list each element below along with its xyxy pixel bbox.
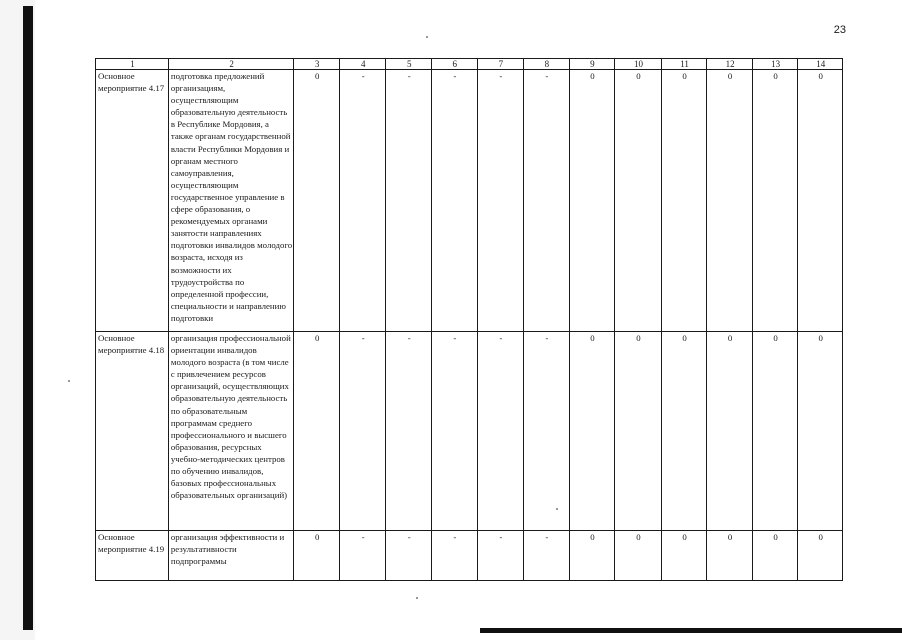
value-cell: - [477, 332, 524, 531]
value-cell: 0 [707, 531, 753, 581]
column-header: 14 [798, 59, 843, 70]
value-cell: 0 [569, 332, 615, 531]
value-cell: 0 [661, 531, 707, 581]
column-header: 6 [432, 59, 478, 70]
value-cell: 0 [707, 70, 753, 332]
value-cell: 0 [752, 332, 798, 531]
scan-speck [426, 36, 428, 38]
value-cell: - [524, 70, 570, 332]
value-cell: - [339, 531, 386, 581]
table-row [96, 332, 843, 531]
column-header-row [96, 59, 843, 70]
value-cell: 0 [752, 70, 798, 332]
value-cell: 0 [798, 332, 843, 531]
value-cell: 0 [615, 332, 662, 531]
activity-description: организация эффективности и результативности подпрограммы [168, 531, 294, 581]
activity-name: Основное мероприятие 4.19 [96, 531, 169, 581]
column-header: 8 [524, 59, 570, 70]
value-cell: - [477, 531, 524, 581]
column-header: 7 [477, 59, 524, 70]
activity-description: подготовка предложений организациям, осуществляющим образовательную деятельность в Республике Мордовия, а также органам государственной власти Республики Мордовия и органам местного самоуправления, осуществляющим государственное управление в сфере образования, о рекомендуемых органами занятости направлениях подготовки инвалидов молодого возраста, исходя из возможности их трудоустройства по определенной профессии, специальности и направлению подготовки [168, 70, 294, 332]
column-header: 2 [168, 59, 294, 70]
value-cell: 0 [569, 531, 615, 581]
column-header: 13 [752, 59, 798, 70]
scan-border-left [23, 6, 33, 630]
column-header: 11 [661, 59, 707, 70]
scan-border-bottom [480, 628, 902, 633]
column-header: 9 [569, 59, 615, 70]
value-cell: - [386, 332, 432, 531]
scan-speck [68, 380, 70, 382]
value-cell: 0 [752, 531, 798, 581]
table-row [96, 531, 843, 581]
activity-name: Основное мероприятие 4.18 [96, 332, 169, 531]
value-cell: - [386, 70, 432, 332]
value-cell: - [432, 70, 478, 332]
column-header: 10 [615, 59, 662, 70]
value-cell: 0 [615, 70, 662, 332]
value-cell: 0 [798, 70, 843, 332]
value-cell: 0 [569, 70, 615, 332]
value-cell: - [432, 531, 478, 581]
value-cell: 0 [661, 332, 707, 531]
value-cell: 0 [707, 332, 753, 531]
value-cell: - [432, 332, 478, 531]
value-cell: - [524, 332, 570, 531]
column-header: 1 [96, 59, 169, 70]
value-cell: - [386, 531, 432, 581]
value-cell: 0 [615, 531, 662, 581]
table-row [96, 70, 843, 332]
program-table [95, 58, 843, 581]
value-cell: 0 [294, 70, 340, 332]
page-number: 23 [833, 24, 846, 36]
column-header: 3 [294, 59, 340, 70]
scan-speck [416, 597, 418, 599]
value-cell: - [339, 70, 386, 332]
value-cell: - [477, 70, 524, 332]
column-header: 12 [707, 59, 753, 70]
value-cell: 0 [294, 531, 340, 581]
value-cell: 0 [661, 70, 707, 332]
column-header: 4 [339, 59, 386, 70]
activity-description: организация профессиональной ориентации инвалидов молодого возраста (в том числе с привлечением ресурсов организаций, осуществляющих образовательную деятельность по образовательным программам среднего профессионального и высшего образования, ресурсных учебно-методических центров по обучению инвалидов, базовых профессиональных образовательных организаций) [168, 332, 294, 531]
value-cell: 0 [798, 531, 843, 581]
column-header: 5 [386, 59, 432, 70]
value-cell: 0 [294, 332, 340, 531]
value-cell: - [524, 531, 570, 581]
activity-name: Основное мероприятие 4.17 [96, 70, 169, 332]
value-cell: - [339, 332, 386, 531]
